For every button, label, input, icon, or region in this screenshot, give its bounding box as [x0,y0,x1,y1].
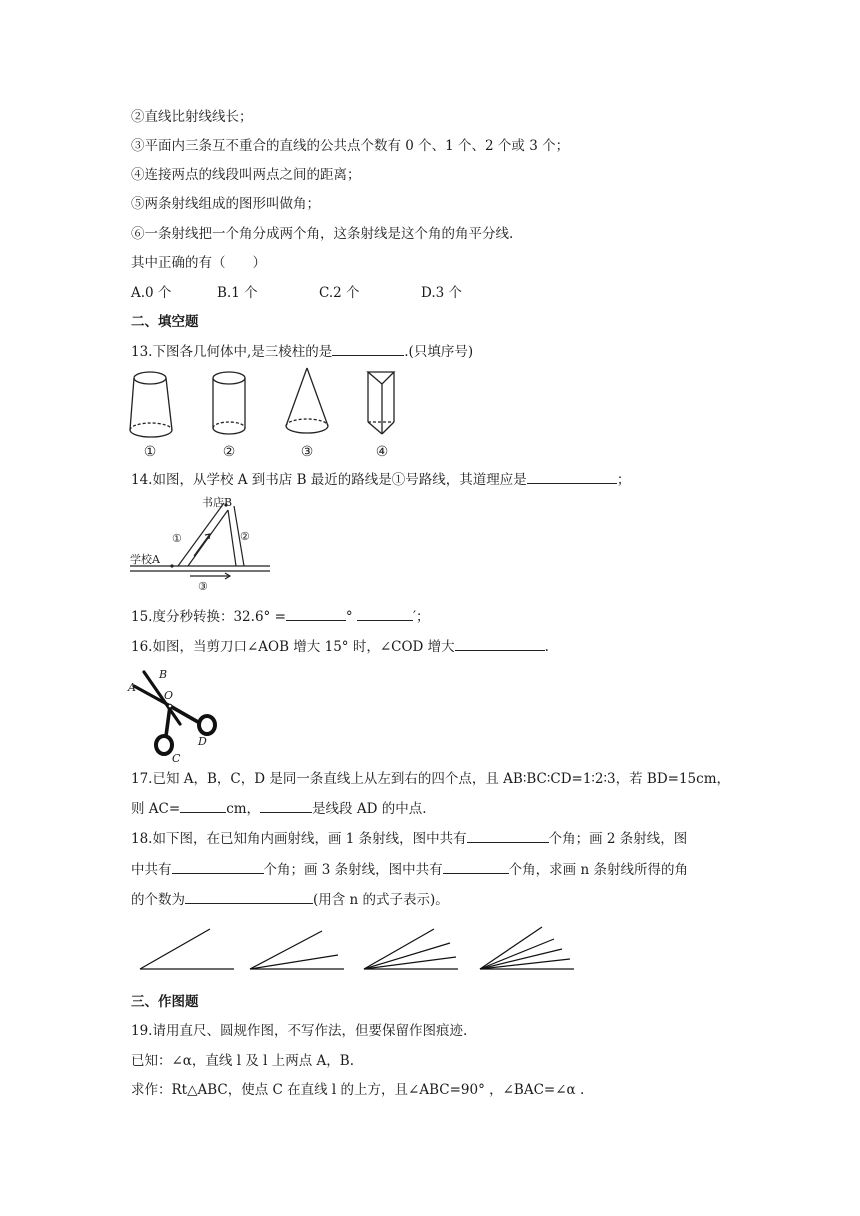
cylinder-top [213,372,245,384]
handle-shank-c [166,706,170,736]
prism-top [368,372,394,384]
route-3-label: ③ [198,580,208,593]
statement-2: ②直线比射线线长； [131,109,253,125]
q15-degree-symbol: ° [345,609,353,625]
q14-prompt: 14.如图，从学校 A 到书店 B 最近的路线是①号路线，其道理应是 [131,472,527,488]
q17-unit: cm， [226,801,261,817]
cone-left [286,368,307,426]
q15-degree-blank[interactable] [286,607,346,621]
q13-answer-blank[interactable] [332,342,404,356]
q15-text [131,607,430,626]
pivot-o [168,704,172,708]
point-b-label: B [159,668,168,681]
frustum-right [166,378,172,430]
frustum-left [130,378,134,430]
q13-suffix: .(只填序号) [404,344,474,360]
q18-blank-3[interactable] [443,860,509,874]
solid-label-2: ② [222,444,236,460]
point-o-label: O [164,689,174,702]
q15-minute-symbol: ′； [412,609,430,625]
angle3-ray-1 [364,943,450,969]
option-c: C.2 个 [319,285,360,301]
q16-text [131,637,549,656]
q19-line1: 19.请用直尺、圆规作图，不写作法，但要保留作图痕迹. [131,1023,468,1039]
cylinder-bottom-back [213,422,245,428]
q17-line1: 17.已知 A，B，C，D 是同一条直线上从左到右的四个点，且 AB∶BC∶CD=1∶2∶3，若 BD=15cm， [131,771,731,787]
q14-answer-blank[interactable] [527,470,617,484]
q18-part3: 中共有 [131,862,172,878]
cone-right [307,368,328,426]
statement-5: ⑤两条射线组成的图形叫做角； [131,196,320,212]
cylinder-bottom-front [213,428,245,434]
point-d-label: D [198,735,207,748]
statement-3: ③平面内三条互不重合的直线的公共点个数有 0 个、1 个、2 个或 3 个； [131,138,570,154]
q19-construct: 求作：Rt△ABC，使点 C 在直线 l 的上方，且∠ABC=90° ，∠BAC=∠α . [131,1082,585,1098]
q14-suffix: ； [616,472,631,488]
route-2-label: ② [240,530,250,543]
school-label: 学校A [130,553,160,566]
q18-part4: 个角；画 3 条射线，图中共有 [263,862,443,878]
q17-midpoint-text: 是线段 AD 的中点. [312,801,427,817]
q13-prompt: 13.下图各几何体中,是三棱柱的是 [131,344,333,360]
solid-label-3: ③ [300,444,314,460]
q16-answer-blank[interactable] [455,637,545,651]
q12-question: 其中正确的有（ ） [131,255,266,271]
q12-options [131,284,531,302]
q13-solids-figure [128,366,408,462]
statement-4: ④连接两点的线段叫两点之间的距离； [131,167,361,183]
q18-part5: 个角，求画 n 条射线所得的角 [508,862,688,878]
section-construction-heading: 三、作图题 [131,994,199,1010]
q18-part7: (用含 n 的式子表示)。 [313,892,449,908]
cone-base-back [286,419,328,426]
q18-line3 [131,890,449,909]
angle3-side [364,929,434,969]
angle3-ray-2 [364,957,456,969]
prism-bottom-left [368,422,382,434]
q18-blank-1[interactable] [467,829,549,843]
option-a: A.0 个 [131,285,172,301]
solid-label-1: ① [143,444,157,460]
handle-ring-d [199,716,215,734]
route-1-label: ① [172,532,182,545]
q17-line2 [131,799,427,818]
cone-base-front [286,426,328,433]
q18-part2: 个角；画 2 条射线，图 [548,831,688,847]
q18-part6: 的个数为 [131,892,185,908]
q17-midpoint-blank[interactable] [260,799,312,813]
statement-6: ⑥一条射线把一个角分成两个角，这条射线是这个角的角平分线. [131,226,514,242]
store-label: 书店B [202,496,233,509]
q18-blank-2[interactable] [172,860,264,874]
q14-text [131,470,630,489]
option-b: B.1 个 [217,285,258,301]
q17-ac-blank[interactable] [180,799,226,813]
q16-scissors-figure [128,666,224,764]
point-c-label: C [172,752,181,765]
school-point [170,564,173,567]
option-d: D.3 个 [421,285,463,301]
q16-suffix: . [544,639,549,655]
q14-route-figure [130,494,272,593]
route-1-line-inner [178,503,224,566]
q18-angles-figure [138,925,584,975]
point-a-label: A [128,681,136,694]
frustum-bottom-front [130,430,172,437]
prism-bottom-right [382,422,394,434]
q18-line1 [131,829,687,848]
section-fill-in-heading: 二、填空题 [131,314,199,330]
q13-text [131,342,473,361]
handle-ring-c [156,736,172,754]
route-2-line [228,510,236,566]
route-1-arrow [194,534,210,556]
q18-blank-4[interactable] [185,890,313,904]
q18-line2 [131,860,688,879]
angle1-side [140,929,210,969]
q17-ac-prompt: 则 AC= [131,801,181,817]
q15-prompt: 15.度分秒转换：32.6° = [131,609,286,625]
q15-minute-blank[interactable] [357,607,413,621]
q16-prompt: 16.如图，当剪刀口∠AOB 增大 15° 时，∠COD 增大 [131,639,455,655]
frustum-bottom-back [130,423,172,430]
q18-part1: 18.如下图，在已知角内画射线，画 1 条射线，图中共有 [131,831,467,847]
q19-given: 已知：∠α，直线 l 及 l 上两点 A，B. [131,1053,354,1069]
frustum-top [134,372,166,384]
route-1-line [188,510,228,566]
solid-label-4: ④ [375,444,389,460]
